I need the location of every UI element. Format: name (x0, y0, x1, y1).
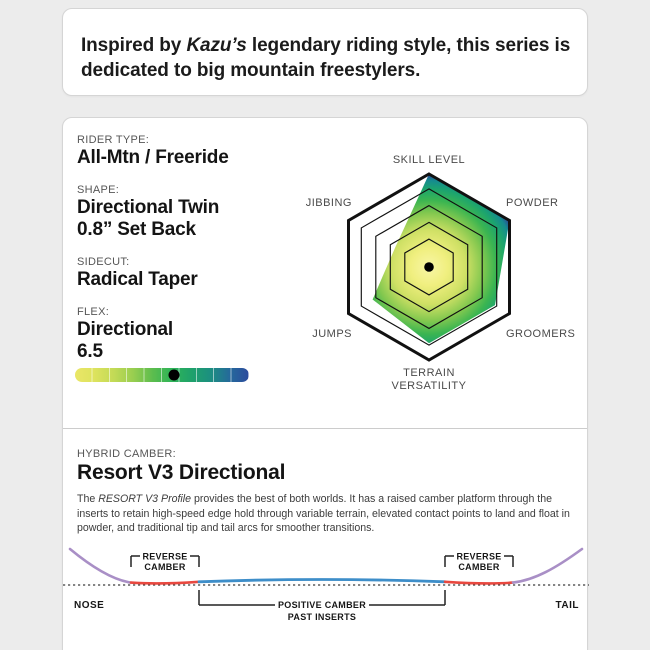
camber-curve-nose-rocker (70, 549, 131, 583)
camber-curve-tail-rocker (513, 549, 582, 583)
tail-label: TAIL (555, 600, 579, 611)
radar-axis-skill-level: SKILL LEVEL (392, 154, 466, 166)
camber-description (77, 492, 577, 536)
positive-camber-label-line2: PAST INSERTS (287, 612, 357, 622)
flex-label: FLEX: (77, 306, 110, 318)
camber-curve-reverse-left (131, 582, 199, 584)
reverse-camber-left-line1: REVERSE (142, 551, 188, 562)
shape-label: SHAPE: (77, 184, 120, 196)
camber-profile-diagram (63, 544, 589, 650)
radar-axis-terrain-versatility: TERRAIN VERSATILITY (391, 367, 467, 392)
radar-axis-groomers: GROOMERS (506, 328, 576, 340)
camber-title: Resort V3 Directional (77, 461, 286, 484)
radar-value-polygon (373, 174, 510, 343)
intro-card (62, 8, 588, 96)
intro-text (81, 33, 573, 83)
flex-value-line2: 6.5 (77, 341, 103, 362)
camber-curve-positive-center (199, 580, 445, 582)
reverse-camber-right-line2: CAMBER (458, 562, 500, 572)
radar-axis-powder: POWDER (506, 197, 559, 209)
radar-chart-area (63, 118, 589, 428)
section-divider (63, 428, 587, 429)
rider-type-label: RIDER TYPE: (77, 134, 150, 146)
radar-axis-jibbing: JIBBING (305, 197, 352, 209)
rider-type-value: All-Mtn / Freeride (77, 147, 229, 168)
sidecut-value: Radical Taper (77, 269, 198, 290)
rider-name: Kazu’s (186, 35, 247, 56)
positive-camber-label-line1: POSITIVE CAMBER (277, 600, 367, 610)
camber-desc-prefix: The (77, 493, 99, 505)
sidecut-label: SIDECUT: (77, 256, 130, 268)
intro-suffix: legendary riding style, this series is dedicated to big mountain freestylers. (81, 35, 571, 81)
camber-desc-suffix: provides the best of both worlds. It has a raised camber platform through the inserts to retain high-speed edge hold through variable terrain, elevated contact points to land and float in powder, and traditional tip and tail arcs for smoother transitions. (77, 493, 570, 535)
shape-value-line1: Directional Twin (77, 197, 220, 218)
flex-value-line1: Directional (77, 319, 173, 340)
reverse-camber-left-line2: CAMBER (144, 562, 186, 572)
camber-curve-reverse-right (445, 582, 513, 584)
hybrid-camber-label: HYBRID CAMBER: (77, 448, 176, 460)
camber-desc-profile-name: RESORT V3 Profile (98, 493, 192, 505)
specs-card (62, 117, 588, 650)
reverse-camber-right-line1: REVERSE (456, 551, 502, 562)
radar-center-dot (424, 262, 434, 272)
intro-prefix: Inspired by (81, 35, 187, 56)
nose-label: NOSE (74, 600, 105, 611)
radar-axis-jumps: JUMPS (312, 328, 352, 340)
radar-chart (289, 127, 569, 407)
shape-value-line2: 0.8” Set Back (77, 219, 196, 240)
